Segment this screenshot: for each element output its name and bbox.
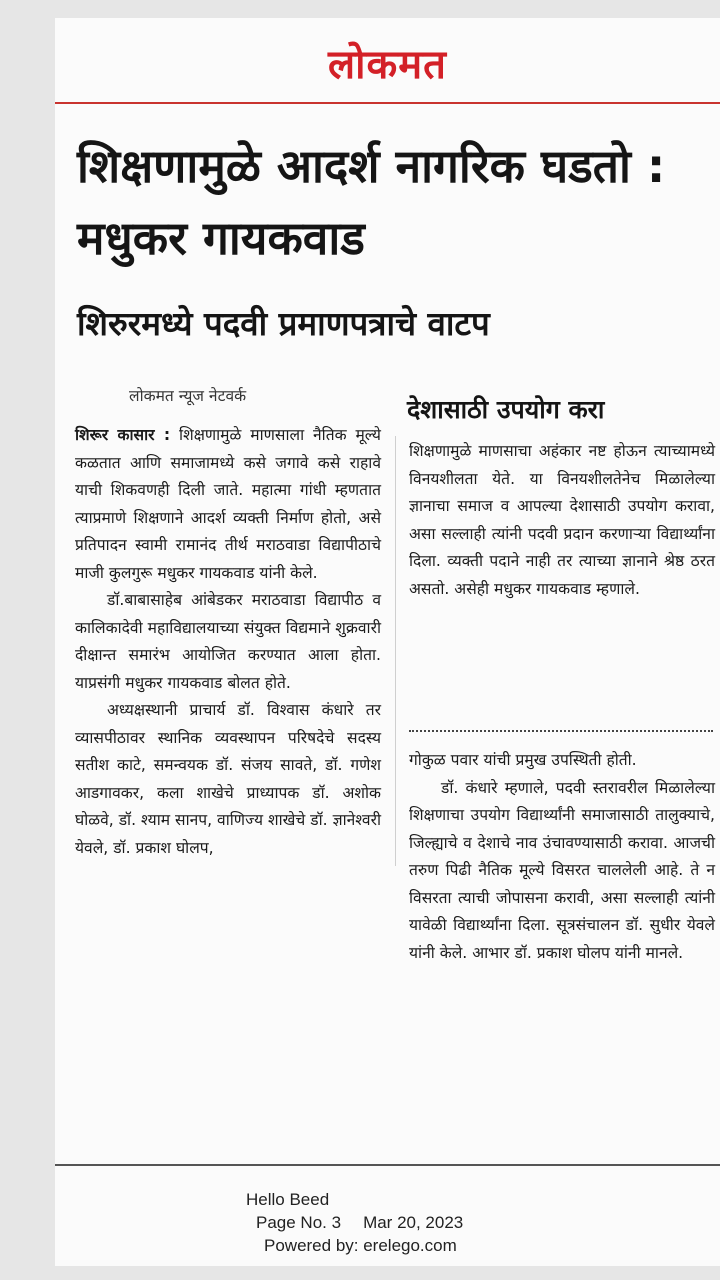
paragraph-1-text: शिक्षणामुळे माणसाला नैतिक मूल्ये कळतात आणि समाजामध्ये कसे जगावे कसे राहावे याची शिकवणही दिली जाते. महात्मा गांधी म्हणतात त्याप्रमाणे शिक्षणाने आदर्श व्यक्ती निर्माण होतो, असे प्रतिपादन स्वामी रामानंद तीर्थ मराठवाडा विद्यापीठाचे माजी कुलगुरू मधुकर गायकवाड यांनी केले. — [75, 426, 381, 582]
edition-name: Hello Beed — [246, 1190, 330, 1209]
footer-rule — [55, 1164, 720, 1166]
masthead-rule — [55, 102, 720, 104]
paragraph-1 — [75, 422, 381, 587]
article-column-right-top — [409, 438, 715, 603]
column-divider — [395, 436, 396, 866]
publish-date: Mar 20, 2023 — [363, 1213, 464, 1232]
page-number: Page No. 3 — [256, 1213, 342, 1232]
paragraph-2: डॉ.बाबासाहेब आंबेडकर मराठवाडा विद्यापीठ व कालिकादेवी महाविद्यालयाच्या संयुक्त विद्यमाने शुक्रवारी दीक्षान्त समारंभ आयोजित करण्यात आला होता. याप्रसंगी मधुकर गायकवाड बोलत होते. — [75, 591, 381, 692]
newspaper-clipping — [55, 18, 720, 1266]
paragraph-4: गोकुळ पवार यांची प्रमुख उपस्थिती होती. — [409, 751, 637, 769]
side-paragraph: शिक्षणामुळे माणसाचा अहंकार नष्ट होऊन त्याच्यामध्ये विनयशीलता येते. या विनयशीलतेनेच मिळालेल्या ज्ञानाचा समाज व आपल्या देशासाठी उपयोग करावा, असा सल्लाही त्यांनी पदवी प्रदान करणाऱ्या विद्यार्थ्यांना दिला. व्यक्ती पदाने नाही तर त्याच्या ज्ञानाने श्रेष्ठ ठरत असतो. असेही मधुकर गायकवाड म्हणाले. — [409, 442, 715, 598]
dateline-place: शिरूर कासार : — [75, 426, 171, 444]
paragraph-5: डॉ. कंधारे म्हणाले, पदवी स्तरावरील मिळालेल्या शिक्षणाचा उपयोग विद्यार्थ्यांनी समाजासाठी तालुक्याचे, जिल्ह्याचे व देशाचे नाव उंचावण्यासाठी करावा. आजची तरुण पिढी नैतिक मूल्ये विसरत चाललेली आहे. ते न विसरता त्याची जोपासना करावी, असा सल्लाही त्यांनी यावेळी विद्यार्थ्यांना दिला. सूत्रसंचालन डॉ. सुधीर येवले यांनी केले. आभार डॉ. प्रकाश घोलप यांनी मानले. — [409, 778, 715, 962]
dotted-separator — [409, 730, 713, 732]
powered-by: Powered by: erelego.com — [264, 1236, 457, 1255]
article-column-left — [75, 422, 381, 862]
lokmat-logo: लोकमत — [328, 42, 447, 88]
side-heading: देशासाठी उपयोग करा — [407, 395, 605, 424]
article-column-right-bottom — [409, 747, 715, 967]
article-subheadline: शिरुरमध्ये पदवी प्रमाणपत्राचे वाटप — [77, 304, 490, 343]
byline: लोकमत न्यूज नेटवर्क — [129, 387, 247, 405]
article-headline: शिक्षणामुळे आदर्श नागरिक घडतो : मधुकर गायकवाड — [77, 139, 666, 265]
paragraph-3: अध्यक्षस्थानी प्राचार्य डॉ. विश्वास कंधारे तर व्यासपीठावर स्थानिक व्यवस्थापन परिषदेचे सदस्य सतीश काटे, समन्वयक डॉ. संजय सावते, डॉ. गणेश आडगावकर, कला शाखेचे प्राध्यापक डॉ. अशोक घोळवे, डॉ. श्याम सानप, वाणिज्य शाखेचे डॉ. ज्ञानेश्वरी येवले, डॉ. प्रकाश घोलप, — [75, 701, 381, 857]
page-info — [256, 1213, 463, 1233]
